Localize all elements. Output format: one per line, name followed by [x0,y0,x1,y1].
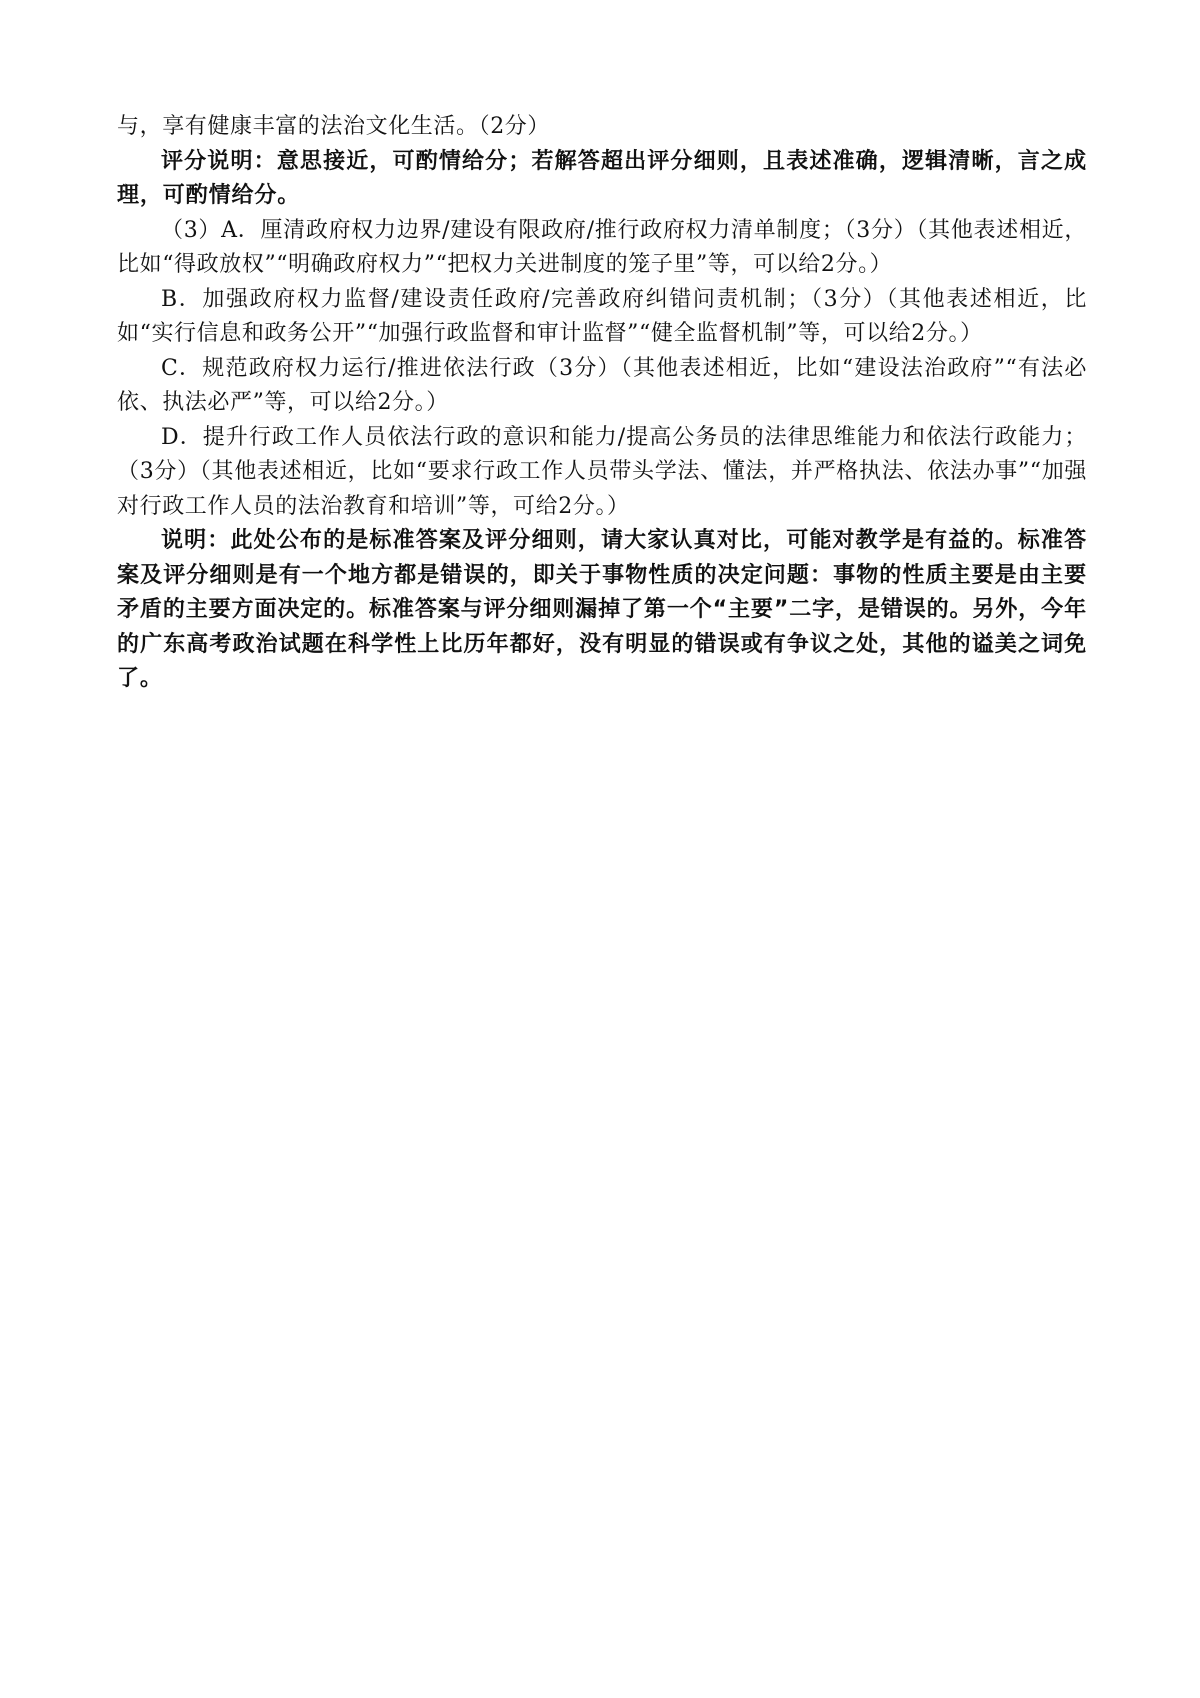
answer-item-b: B．加强政府权力监督/建设责任政府/完善政府纠错问责机制；（3分）（其他表述相近，比如“实行信息和政务公开”“加强行政监督和审计监督”“健全监督机制”等，可以给2分。） [117,286,1087,346]
answer-item-c: C．规范政府权力运行/推进依法行政（3分）（其他表述相近，比如“建设法治政府”“有法必依、执法必严”等，可以给2分。） [117,355,1087,415]
scoring-note: 评分说明：意思接近，可酌情给分；若解答超出评分细则，且表述准确，逻辑清晰，言之成理，可酌情给分。 [117,148,1087,208]
paragraph-continuation: 与，享有健康丰富的法治文化生活。（2分） [117,114,550,139]
answer-item-a: （3）A．厘清政府权力边界/建设有限政府/推行政府权力清单制度；（3分）（其他表述相近，比如“得政放权”“明确政府权力”“把权力关进制度的笼子里”等，可以给2分。） [117,217,1087,277]
commentary-note: 说明：此处公布的是标准答案及评分细则，请大家认真对比，可能对教学是有益的。标准答案及评分细则是有一个地方都是错误的，即关于事物性质的决定问题：事物的性质主要是由主要矛盾的主要方面决定的。标准答案与评分细则漏掉了第一个“主要”二字，是错误的。另外，今年的广东高考政治试题在科学性上比历年都好，没有明显的错误或有争议之处，其他的谥美之词免了。 [117,528,1087,691]
answer-item-d: D．提升行政工作人员依法行政的意识和能力/提高公务员的法律思维能力和依法行政能力；（3分）（其他表述相近，比如“要求行政工作人员带头学法、懂法，并严格执法、依法办事”“加强对行政工作人员的法治教育和培训”等，可给2分。） [117,424,1087,519]
document-body [117,110,1087,697]
